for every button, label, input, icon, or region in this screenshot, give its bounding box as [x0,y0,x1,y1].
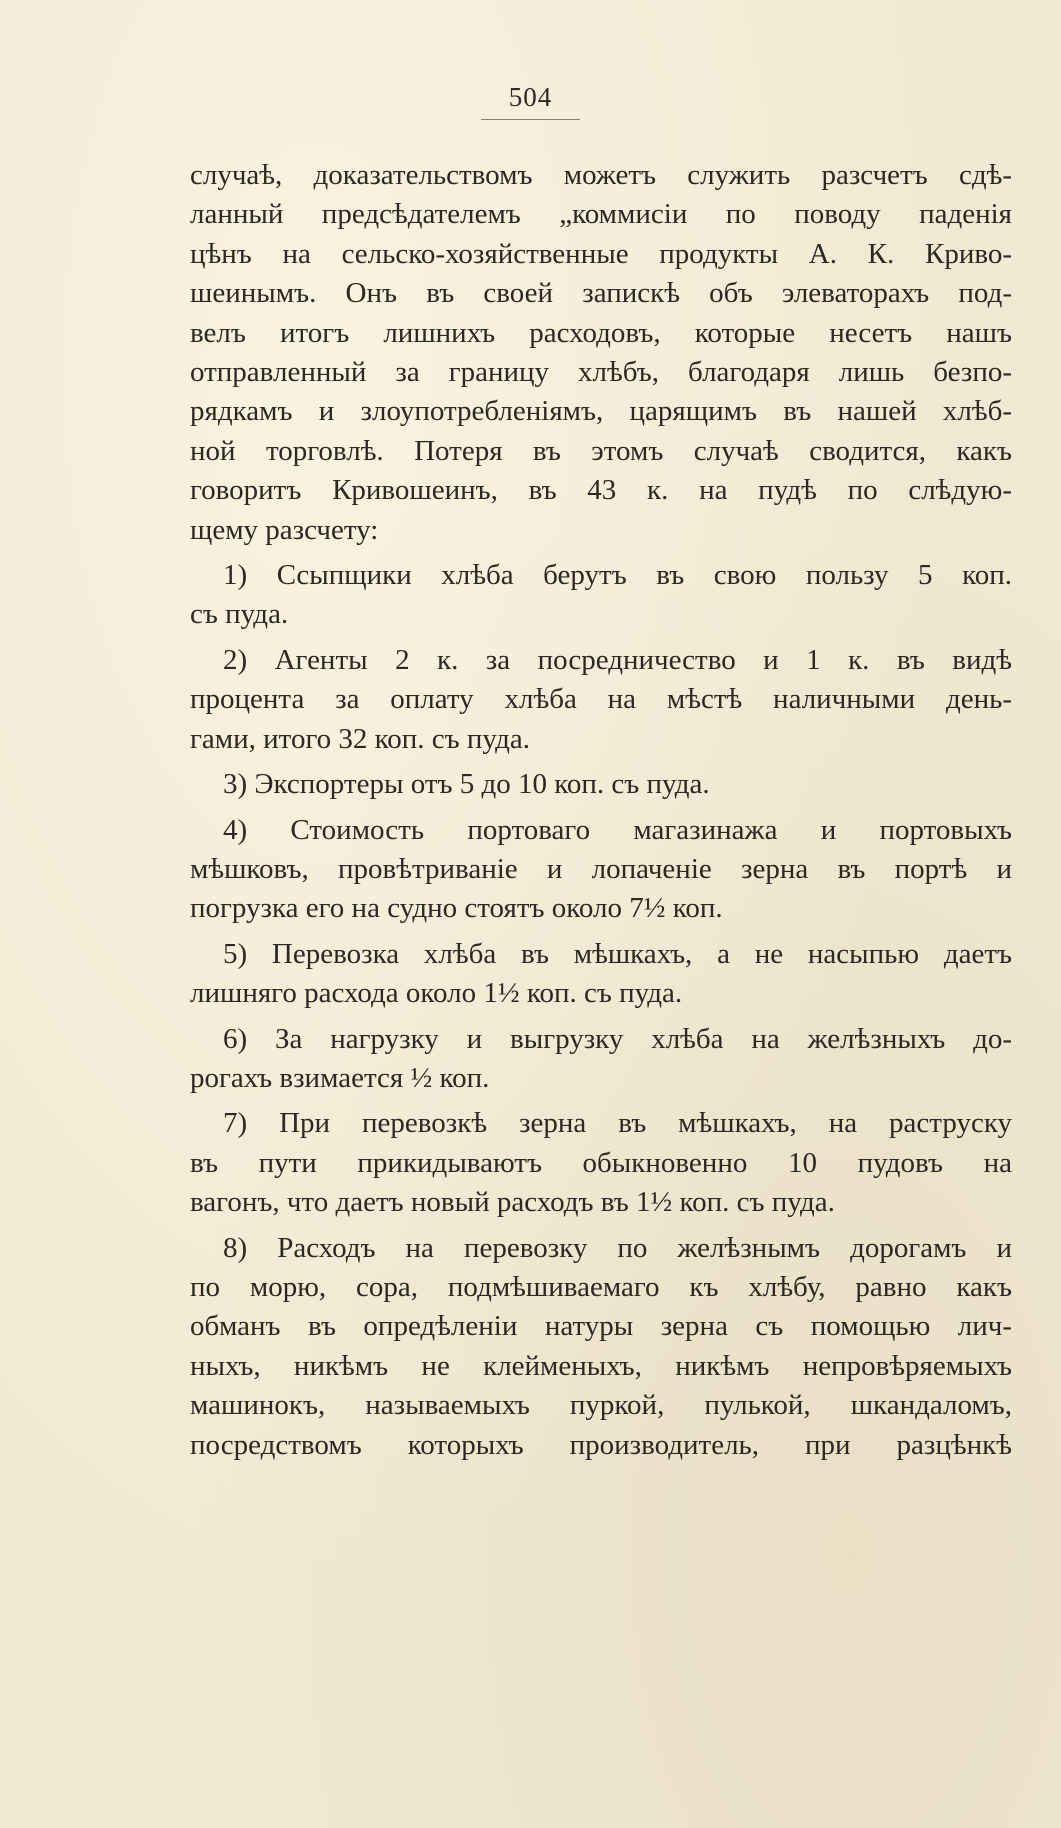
text-line: ныхъ, никѣмъ не клейменыхъ, никѣмъ непровѣряемыхъ [190,1349,1012,1382]
list-item-8 [190,1229,1012,1465]
text-line: съ пуда. [190,598,289,631]
text-line: процента за оплату хлѣба на мѣстѣ наличными день- [190,683,1012,716]
text-line: ной торговлѣ. Потеря въ этомъ случаѣ сводится, какъ [190,434,1012,467]
list-item-3 [190,765,1012,804]
text-line: говоритъ Кривошеинъ, въ 43 к. на пудѣ по слѣдую- [190,474,1012,507]
text-line: велъ итогъ лишнихъ расходовъ, которые несетъ нашъ [190,316,1012,349]
text-line: отправленный за границу хлѣбъ, благодаря лишь безпо- [190,356,1012,389]
text-line: 6) За нагрузку и выгрузку хлѣба на желѣзныхъ до- [223,1022,1012,1055]
text-line: шеинымъ. Онъ въ своей запискѣ объ элеваторахъ под- [190,277,1012,310]
text-line: 5) Перевозка хлѣба въ мѣшкахъ, а не насыпью даетъ [223,937,1012,970]
page-number: 504 [481,82,581,120]
text-line: по морю, сора, подмѣшиваемаго къ хлѣбу, равно какъ [190,1270,1012,1303]
text-line: 2) Агенты 2 к. за посредничество и 1 к. въ видѣ [223,643,1012,676]
text-line: ланный предсѣдателемъ „коммисіи по поводу паденія [190,198,1012,231]
text-line: 1) Ссыпщики хлѣба берутъ въ свою пользу 5 коп. [223,559,1012,592]
list-item-1 [190,556,1012,635]
list-item-2 [190,641,1012,759]
text-line: щему разсчету: [190,513,379,546]
page-header [0,82,1061,120]
text-line: рогахъ взимается ½ коп. [190,1061,490,1094]
paragraph-intro [190,156,1012,550]
text-line: 7) При перевозкѣ зерна въ мѣшкахъ, на раструску [223,1107,1012,1140]
text-line: случаѣ, доказательствомъ можетъ служить разсчетъ сдѣ- [190,159,1012,191]
text-line: цѣнъ на сельско-хозяйственные продукты А. К. Криво- [190,237,1012,270]
text-line: въ пути прикидываютъ обыкновенно 10 пудовъ на [190,1146,1012,1179]
text-line: рядкамъ и злоупотребленіямъ, царящимъ въ нашей хлѣб- [190,395,1012,428]
text-line: 8) Расходъ на перевозку по желѣзнымъ дорогамъ и [223,1231,1012,1264]
list-item-6 [190,1020,1012,1099]
text-line: 3) Экспортеры отъ 5 до 10 коп. съ пуда. [223,768,710,801]
text-line: посредствомъ которыхъ производитель, при разцѣнкѣ [190,1428,1012,1461]
text-line: обманъ въ опредѣленіи натуры зерна съ помощью лич- [190,1310,1012,1343]
text-line: вагонъ, что даетъ новый расходъ въ 1½ коп. съ пуда. [190,1186,835,1219]
text-line: погрузка его на судно стоятъ около 7½ коп. [190,892,723,925]
list-item-4 [190,811,1012,929]
list-item-5 [190,935,1012,1014]
text-line: мѣшковъ, провѣтриваніе и лопаченіе зерна въ портѣ и [190,852,1012,885]
text-line: машинокъ, называемыхъ пуркой, пулькой, шкандаломъ, [190,1389,1012,1422]
text-line: лишняго расхода около 1½ коп. съ пуда. [190,977,683,1010]
text-line: 4) Стоимость портоваго магазинажа и портовыхъ [223,813,1012,846]
list-item-7 [190,1104,1012,1222]
body-text [190,156,1012,1471]
text-line: гами, итого 32 коп. съ пуда. [190,722,530,755]
